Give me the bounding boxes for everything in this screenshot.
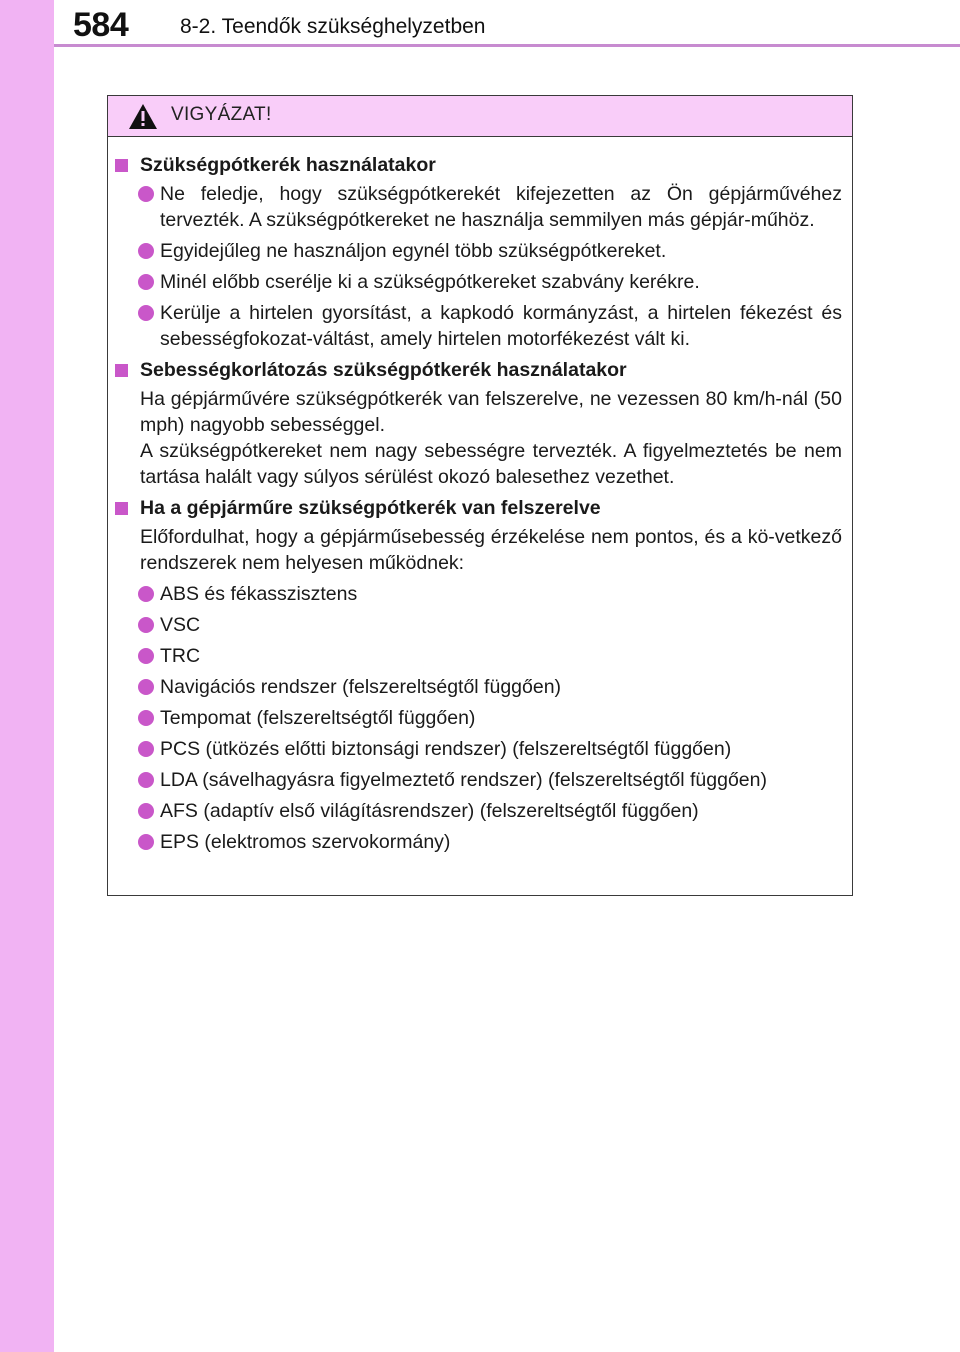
warning-header [108,96,852,137]
list-item: Kerülje a hirtelen gyorsítást, a kapkodó kormányzást, a hirtelen fékezést és sebességfokozat-váltást, amely hirtelen motorfékezést vált ki. [115,300,842,352]
circle-bullet-icon [138,305,154,321]
list-item: Tempomat (felszereltségtől függően) [115,705,842,731]
section-heading: Ha a gépjárműre szükségpótkerék van felszerelve [115,495,842,521]
list-item: VSC [115,612,842,638]
list-item: ABS és fékasszisztens [115,581,842,607]
circle-bullet-icon [138,679,154,695]
section-affected-systems [115,495,842,855]
paragraph: Előfordulhat, hogy a gépjárműsebesség érzékelése nem pontos, és a kö-vetkező rendszerek nem helyesen működnek: [140,526,842,574]
list-item: Ne feledje, hogy szükségpótkerekét kifejezetten az Ön gépjárművéhez tervezték. A szükségpótkereket ne használja semmilyen más gépjár-műhöz. [115,181,842,233]
header-divider [54,44,960,47]
circle-bullet-icon [138,741,154,757]
list-item: LDA (sávelhagyásra figyelmeztető rendszer) (felszereltségtől függően) [115,767,842,793]
circle-bullet-icon [138,772,154,788]
circle-bullet-icon [138,834,154,850]
list-item: Minél előbb cserélje ki a szükségpótkereket szabvány kerékre. [115,269,842,295]
circle-bullet-icon [138,710,154,726]
circle-bullet-icon [138,186,154,202]
list-item: AFS (adaptív első világításrendszer) (felszereltségtől függően) [115,798,842,824]
circle-bullet-icon [138,274,154,290]
warning-box [107,95,853,896]
list-item: PCS (ütközés előtti biztonsági rendszer) (felszereltségtől függően) [115,736,842,762]
section-speed-limit [115,357,842,490]
square-bullet-icon [115,364,128,377]
section-title: 8-2. Teendők szükséghelyzetben [180,15,486,38]
circle-bullet-icon [138,648,154,664]
square-bullet-icon [115,502,128,515]
side-tab-strip [0,0,54,1352]
paragraph: Ha gépjárművére szükségpótkerék van felszerelve, ne vezessen 80 km/h-nál (50 mph) nagyobb sebességgel. A szükségpótkereket nem nagy sebességre tervezték. A figyelmeztetés be nem tartása halált vagy súlyos sérülést okozó balesethez vezethet. [140,388,842,488]
warning-triangle-icon [128,103,158,130]
section-spare-tire-use [115,152,842,352]
list-item: Egyidejűleg ne használjon egynél több szükségpótkereket. [115,238,842,264]
warning-title: VIGYÁZAT! [171,104,272,125]
circle-bullet-icon [138,617,154,633]
warning-body [108,137,852,855]
list-item: TRC [115,643,842,669]
circle-bullet-icon [138,586,154,602]
list-item: EPS (elektromos szervokormány) [115,829,842,855]
square-bullet-icon [115,159,128,172]
page-number: 584 [73,6,129,44]
section-heading: Sebességkorlátozás szükségpótkerék használatakor [115,357,842,383]
list-item: Navigációs rendszer (felszereltségtől függően) [115,674,842,700]
circle-bullet-icon [138,243,154,259]
circle-bullet-icon [138,803,154,819]
section-heading: Szükségpótkerék használatakor [115,152,842,178]
